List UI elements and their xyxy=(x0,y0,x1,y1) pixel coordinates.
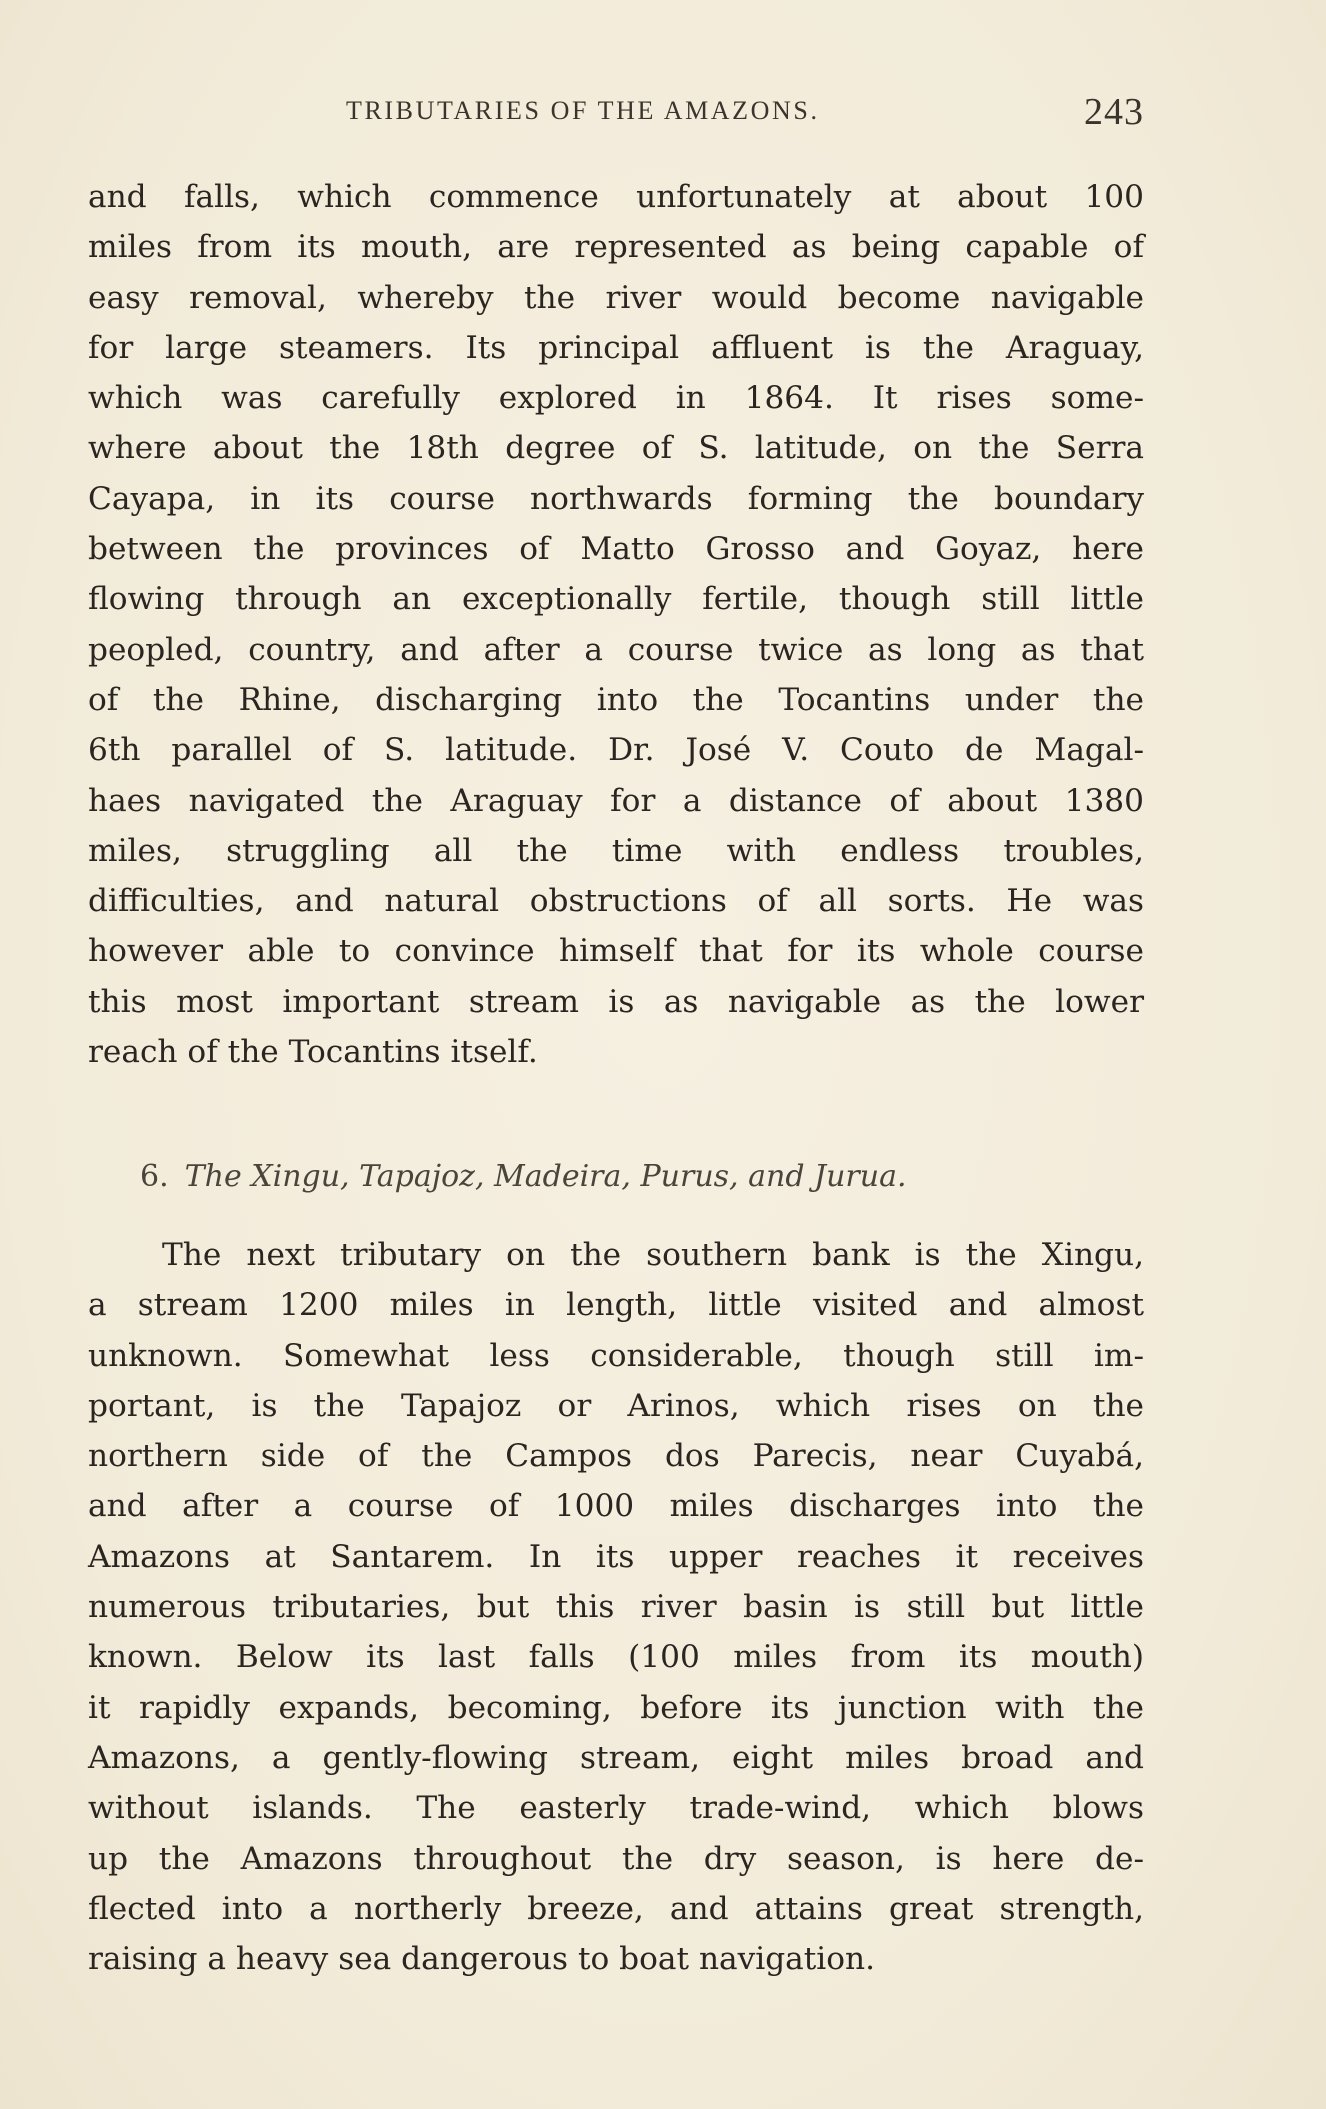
text-line: known. Below its last falls (100 miles from its mouth) xyxy=(88,1639,1144,1676)
text-line: northern side of the Campos dos Parecis, near Cuyabá, xyxy=(88,1438,1144,1475)
text-line: flowing through an exceptionally fertile, though still little xyxy=(88,581,1144,618)
text-line: raising a heavy sea dangerous to boat navigation. xyxy=(88,1941,876,1978)
text-line: it rapidly expands, becoming, before its junction with the xyxy=(88,1689,1144,1726)
page-number: 243 xyxy=(1084,91,1144,133)
text-line: reach of the Tocantins itself. xyxy=(88,1034,538,1071)
text-line: 6th parallel of S. latitude. Dr. José V. Couto de Magal- xyxy=(88,732,1144,769)
text-line: without islands. The easterly trade-wind, which blows xyxy=(88,1790,1144,1827)
text-line: flected into a northerly breeze, and attains great strength, xyxy=(88,1890,1144,1927)
paragraph-araguay xyxy=(88,172,1144,1077)
text-line: for large steamers. Its principal affluent is the Araguay, xyxy=(88,329,1144,366)
text-line: easy removal, whereby the river would become navigable xyxy=(88,279,1144,316)
text-line: numerous tributaries, but this river basin is still but little xyxy=(88,1589,1144,1626)
text-line: where about the 18th degree of S. latitude, on the Serra xyxy=(88,430,1144,467)
text-line: miles from its mouth, are represented as being capable of xyxy=(88,229,1144,266)
text-line: a stream 1200 miles in length, little visited and almost xyxy=(88,1287,1144,1324)
text-line: up the Amazons throughout the dry season, is here de- xyxy=(88,1840,1144,1877)
text-line: Amazons at Santarem. In its upper reaches it receives xyxy=(88,1538,1144,1575)
text-line: Amazons, a gently-flowing stream, eight miles broad and xyxy=(88,1739,1144,1776)
section-title: The Xingu, Tapajoz, Madeira, Purus, and Jurua. xyxy=(184,1159,907,1194)
text-line: of the Rhine, discharging into the Tocantins under the xyxy=(88,681,1144,718)
text-line: unknown. Somewhat less considerable, though still im- xyxy=(88,1337,1144,1374)
text-line: haes navigated the Araguay for a distance of about 1380 xyxy=(88,782,1144,819)
text-line: Cayapa, in its course northwards forming the boundary xyxy=(88,480,1144,517)
text-line: this most important stream is as navigable as the lower xyxy=(88,983,1144,1020)
text-line: and after a course of 1000 miles discharges into the xyxy=(88,1488,1144,1525)
section-number: 6. xyxy=(140,1159,169,1194)
text-line: The next tributary on the southern bank is the Xingu, xyxy=(162,1237,1144,1273)
section-heading xyxy=(140,1152,1140,1202)
text-line: which was carefully explored in 1864. It rises some- xyxy=(88,380,1144,417)
text-line: portant, is the Tapajoz or Arinos, which rises on the xyxy=(88,1387,1144,1424)
text-line: miles, struggling all the time with endless troubles, xyxy=(88,832,1144,869)
running-head xyxy=(88,90,1144,134)
paragraph-xingu-tapajoz xyxy=(88,1230,1144,1984)
text-line: difficulties, and natural obstructions of all sorts. He was xyxy=(88,883,1144,920)
text-line: however able to convince himself that for its whole course xyxy=(88,933,1144,970)
text-line: and falls, which commence unfortunately at about 100 xyxy=(88,179,1144,215)
text-line: peopled, country, and after a course twice as long as that xyxy=(88,631,1144,668)
text-line: between the provinces of Matto Grosso and Goyaz, here xyxy=(88,531,1144,568)
running-title: TRIBUTARIES OF THE AMAZONS. xyxy=(346,96,820,125)
